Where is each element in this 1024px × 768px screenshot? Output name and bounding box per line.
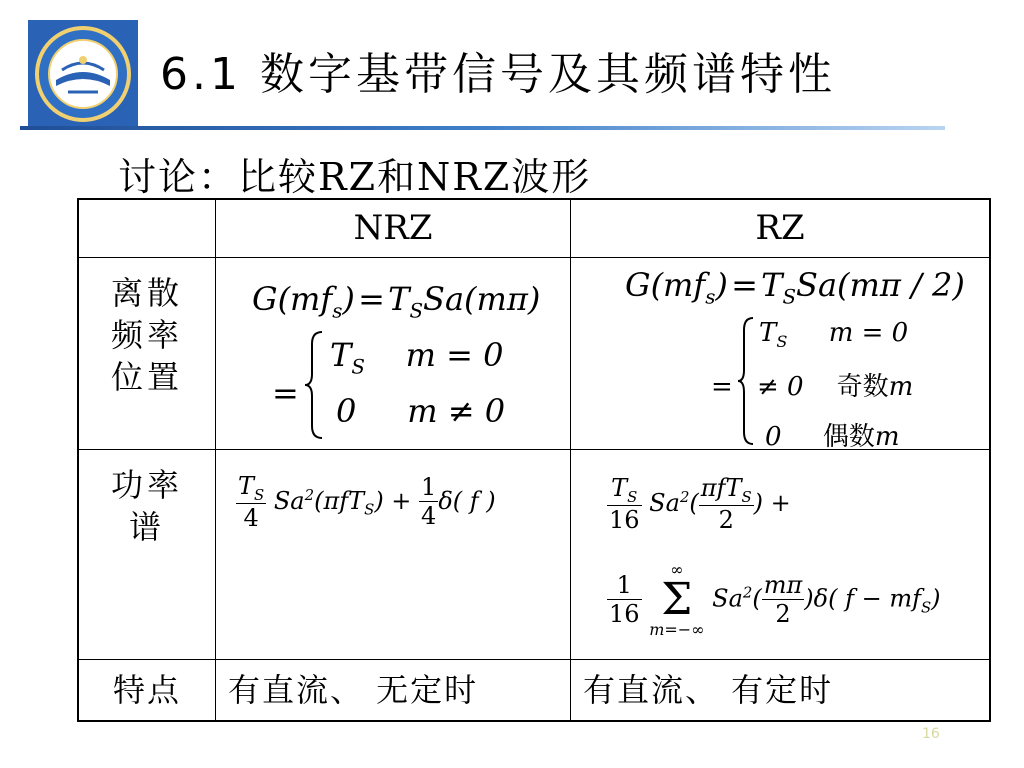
nrz-equals-sign: = [272,373,299,412]
comparison-table [77,198,991,722]
row-label-power-spectrum [78,449,216,659]
rz-case-2: ≠ 0 奇数m [757,371,914,402]
rz-features-cell: 有直流、 有定时 [571,659,991,721]
row-label-features: 特点 [78,659,216,721]
nrz-brace [304,330,324,444]
nrz-discrete-cell [216,257,571,449]
nrz-case-2: 0 m ≠ 0 [336,391,506,430]
nrz-power-formula: $\frac{T_S}{4}$ $Sa^2(\pi fT_S)$ + $\frac{1}{4}$ δ( f ) [238,471,496,533]
rz-case-3: 0 偶数m [765,421,900,452]
title-divider [20,126,945,130]
rz-power-formula-term1: $\frac{T_S}{16}$ Sa$^2$( $\frac{\pi fT_S}{2}$ ) + [609,473,791,535]
row-label-line3: 位置 [110,357,183,396]
row-label-line2: 谱 [128,507,165,546]
rz-power-cell [571,449,991,659]
row-label-line1: 功率 [110,465,183,504]
nrz-discrete-formula: $G(mf_s)$ = $T_SSa(m\pi)$ [252,279,541,322]
discussion-heading: 讨论：比较RZ和NRZ波形 [118,155,592,199]
row-label-line2: 频率 [110,315,183,354]
page-title: 6.1 数字基带信号及其频谱特性 [160,49,836,100]
row-label-line1: 离散 [110,273,183,312]
header-empty-cell [78,199,216,257]
rz-even-label: 偶数 [822,421,875,452]
nrz-power-cell [216,449,571,659]
rz-power-formula-term2: $\frac{1}{16}$ ∞ Σ m=−∞ Sa$^2$( $\frac{m\pi}{2}$ )δ( $f - mf_S$) [609,559,941,639]
column-header-rz: RZ [571,199,991,257]
page-number: 16 [922,726,940,742]
rz-discrete-formula: $G(mf_s)$ = $T_SSa(m\pi / 2)$ [625,265,965,308]
nrz-features-cell: 有直流、 无定时 [216,659,571,721]
rz-brace [737,316,755,450]
rz-odd-label: 奇数 [836,371,889,402]
university-logo [28,20,138,128]
rz-discrete-cell [571,257,991,452]
nrz-case-1: $T_S$ m = 0 [330,335,504,378]
rz-case-1: $T_S$ m = 0 [759,317,909,351]
column-header-nrz: NRZ [216,199,571,257]
rz-equals-sign: = [711,371,733,402]
row-label-discrete-frequency [78,257,216,449]
